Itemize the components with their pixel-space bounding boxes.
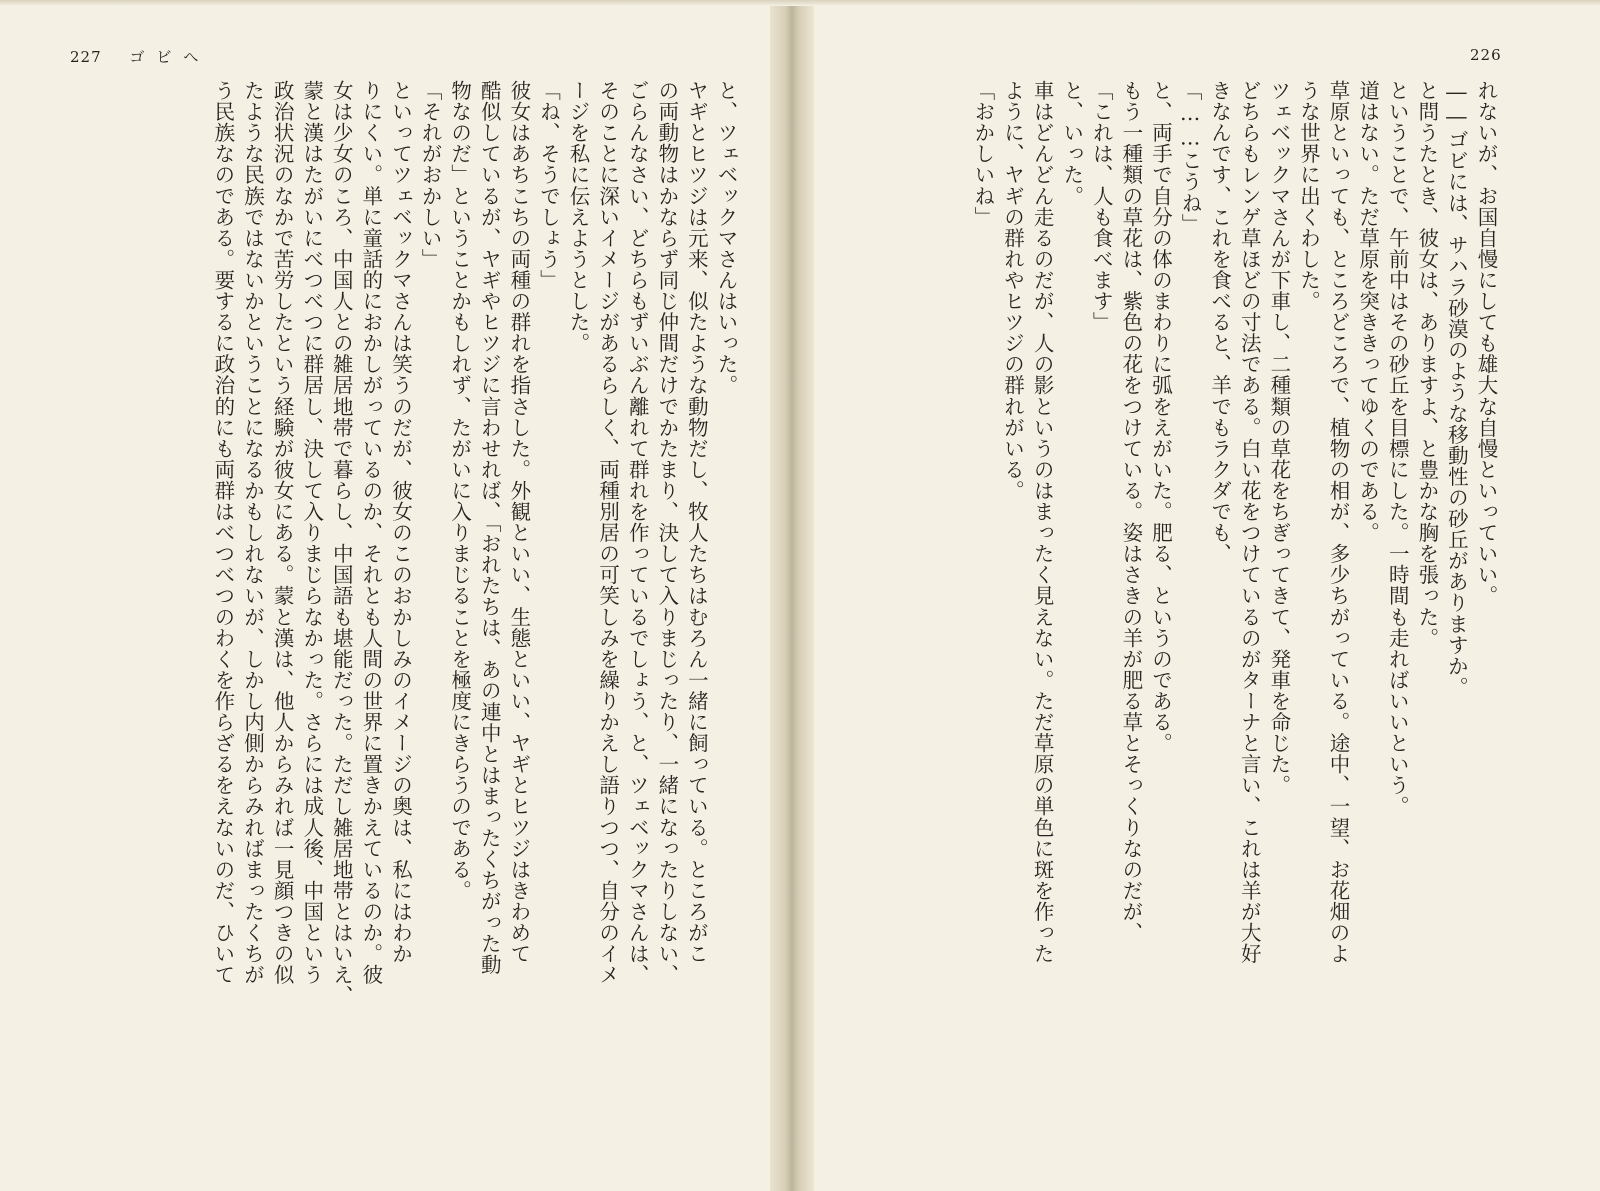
right-page-body-text bbox=[820, 80, 1500, 1188]
text-line: れないが、お国自慢にしても雄大な自慢といっていい。 bbox=[1474, 80, 1498, 607]
text-line: 道はない。ただ草原を突ききってゆくのである。 bbox=[1355, 80, 1380, 544]
text-line: 「ね、そうでしょう」 bbox=[536, 80, 561, 291]
text-line: どちらもレンゲ草ほどの寸法である。白い花をつけているのがターナと言い、これは羊が大好 bbox=[1237, 80, 1262, 965]
text-line: きなんです、これを食べると、羊でもラクダでも、 bbox=[1207, 80, 1232, 565]
book-spine-gutter bbox=[770, 0, 814, 1191]
text-line: 女は少女のころ、中国人との雑居地帯で暮らし、中国語も堪能だった。ただし雑居地帯とはいえ、 bbox=[329, 80, 354, 1007]
running-title: ゴビへ bbox=[129, 48, 211, 66]
right-page-number: 226 bbox=[1470, 46, 1502, 64]
left-page-number: 227 bbox=[70, 48, 102, 66]
text-line: と問うたとき、彼女は、ありますよ、と豊かな胸を張った。 bbox=[1414, 80, 1439, 649]
text-line: と、両手で自分の体のまわりに弧をえがいた。肥る、というのである。 bbox=[1148, 80, 1173, 754]
text-line: ように、ヤギの群れやヒツジの群れがいる。 bbox=[1000, 80, 1025, 501]
text-line: ということで、午前中はその砂丘を目標にした。一時間も走ればいいという。 bbox=[1385, 80, 1410, 817]
text-line: 物なのだ」ということかもしれず、たがいに入りまじることを極度にきらうのである。 bbox=[447, 80, 472, 901]
left-page-header bbox=[70, 46, 210, 67]
text-line: ージを私に伝えようとした。 bbox=[566, 80, 591, 354]
text-line: う民族なのである。要するに政治的にも両群はべつべつのわくを作らざるをえないのだ、ひいて bbox=[210, 80, 235, 986]
text-line: 車はどんどん走るのだが、人の影というのはまったく見えない。ただ草原の単色に斑を作った bbox=[1030, 80, 1055, 965]
text-line: 酷似しているが、ヤギやヒツジに言わせれば、「おれたちは、あの連中とはまったくちがった動 bbox=[477, 80, 502, 975]
text-line: ツェベックマさんが下車し、二種類の草花をちぎってきて、発車を命じた。 bbox=[1266, 80, 1291, 796]
text-line: ――ゴビには、サハラ砂漠のような移動性の砂丘がありますか。 bbox=[1444, 80, 1469, 698]
left-page-body-text bbox=[50, 80, 740, 1188]
text-line: 「それがおかしい」 bbox=[418, 80, 443, 270]
text-line: りにくい。単に童話的におかしがっているのか、それとも人間の世界に置きかえているのか。彼 bbox=[358, 80, 383, 986]
right-page-header bbox=[1470, 46, 1502, 64]
text-line: の両動物はかならず同じ仲間だけでかたまり、決して入りまじったり、一緒になったりしない、 bbox=[654, 80, 679, 986]
text-line: 蒙と漢はたがいにべつべつに群居し、決して入りまじらなかった。さらには成人後、中国という bbox=[299, 80, 324, 986]
text-line: 「……こうね」 bbox=[1178, 80, 1203, 235]
page-top-edge bbox=[0, 0, 1600, 6]
text-line: たような民族ではないかということになるかもしれないが、しかし内側からみればまったくちが bbox=[240, 80, 265, 986]
text-line: もう一種類の草花は、紫色の花をつけている。姿はさきの羊が肥る草とそっくりなのだが、 bbox=[1118, 80, 1143, 944]
text-line: 政治状況のなかで苦労したという経験が彼女にある。蒙と漢は、他人からみれば一見顔つきの似 bbox=[270, 80, 295, 986]
text-line: ヤギとヒツジは元来、似たような動物だし、牧人たちはむろん一緒に飼っている。ところがこ bbox=[684, 80, 709, 965]
text-line: 「おかしいね」 bbox=[970, 80, 995, 228]
text-line: と、ツェベックマさんはいった。 bbox=[714, 80, 738, 396]
text-line: 「これは、人も食べます」 bbox=[1089, 80, 1114, 333]
text-line: 彼女はあちこちの両種の群れを指さした。外観といい、生態といい、ヤギとヒツジはきわめて bbox=[506, 80, 531, 965]
text-line: うな世界に出くわした。 bbox=[1296, 80, 1321, 312]
text-line: といってツェベックマさんは笑うのだが、彼女のこのおかしみのイメージの奥は、私にはわか bbox=[388, 80, 413, 965]
text-line: ごらんなさい、どちらもずいぶん離れて群れを作っているでしょう、と、ツェベックマさんは、 bbox=[625, 80, 650, 986]
text-line: と、いった。 bbox=[1059, 80, 1084, 207]
text-line: 草原といっても、ところどころで、植物の相が、多少ちがっている。途中、一望、お花畑のよ bbox=[1326, 80, 1351, 965]
text-line: そのことに深いイメージがあるらしく、両種別居の可笑しみを繰りかえし語りつつ、自分のイメ bbox=[595, 80, 620, 986]
